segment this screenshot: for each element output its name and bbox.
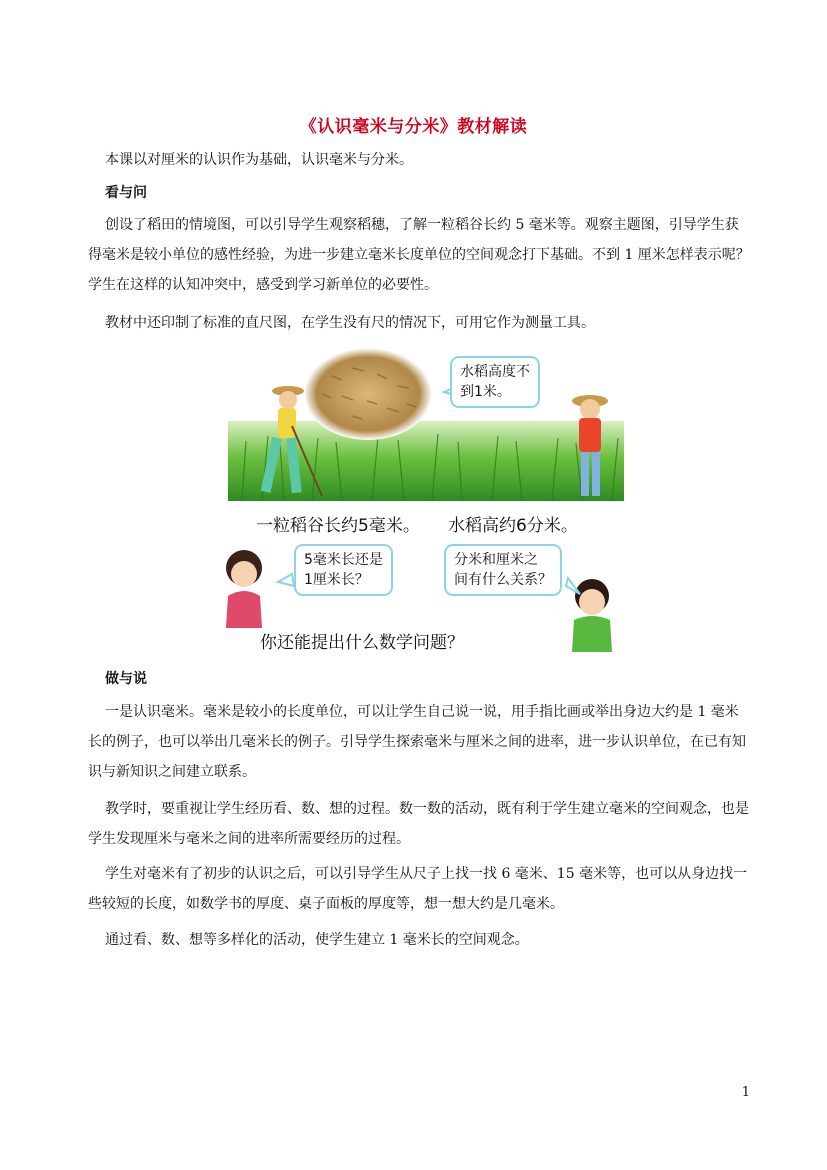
rice-field-illustration xyxy=(222,346,624,656)
question-caption: 你还能提出什么数学问题？ xyxy=(260,633,464,653)
paragraph-do-say-1: 一是认识毫米。毫米是较小的长度单位，可以让学生自己说一说，用手指比画或举出身边大约是 1 毫米长的例子，也可以举出几毫米长的例子。引导学生探索毫米与厘米之间的进率，进一步认识单位，在已有知识与新知识之间建立联系。 xyxy=(88,704,746,780)
girl-speech-bubble: 5毫米长还是 1厘米长？ xyxy=(294,544,393,596)
document-title: 《认识毫米与分米》教材解读 xyxy=(299,117,528,137)
paragraph-do-say-4: 通过看、数、想等多样化的活动，使学生建立 1 毫米长的空间观念。 xyxy=(105,932,529,948)
section-heading-look-ask: 看与问 xyxy=(105,185,147,201)
paragraph-do-say-3: 学生对毫米有了初步的认识之后，可以引导学生从尺子上找一找 6 毫米、15 毫米等，也可以从身边找一些较短的长度，如数学书的厚度、桌子面板的厚度等，想一想大约是几毫米。 xyxy=(88,866,748,912)
farmer-speech-bubble: 水稻高度不 到1米。 xyxy=(450,356,540,408)
rice-field-scene xyxy=(222,346,624,656)
paragraph-do-say-2: 教学时，要重视让学生经历看、数、想的过程。数一数的活动，既有利于学生建立毫米的空间观念，也是学生发现厘米与毫米之间的进率所需要经历的过程。 xyxy=(88,801,749,847)
girl-figure xyxy=(226,550,262,628)
caption-grain-length: 一粒稻谷长约5毫米。 xyxy=(256,516,420,536)
page-number: 1 xyxy=(741,1085,750,1100)
intro-paragraph: 本课以对厘米的认识作为基础，认识毫米与分米。 xyxy=(105,152,413,168)
caption-rice-height: 水稻高约6分米。 xyxy=(448,516,578,536)
boy-speech-bubble: 分米和厘米之 间有什么关系？ xyxy=(444,544,562,596)
paragraph-look-ask-2: 教材中还印制了标准的直尺图，在学生没有尺的情况下，可用它作为测量工具。 xyxy=(105,315,595,331)
paragraph-look-ask-1: 创设了稻田的情境图，可以引导学生观察稻穗，了解一粒稻谷长约 5 毫米等。观察主题图，引导学生获得毫米是较小单位的感性经验，为进一步建立毫米长度单位的空间观念打下基础。不到 1 厘米怎样表示呢？学生在这样的认知冲突中，感受到学习新单位的必要性。 xyxy=(88,217,750,293)
section-heading-do-say: 做与说 xyxy=(105,671,147,687)
